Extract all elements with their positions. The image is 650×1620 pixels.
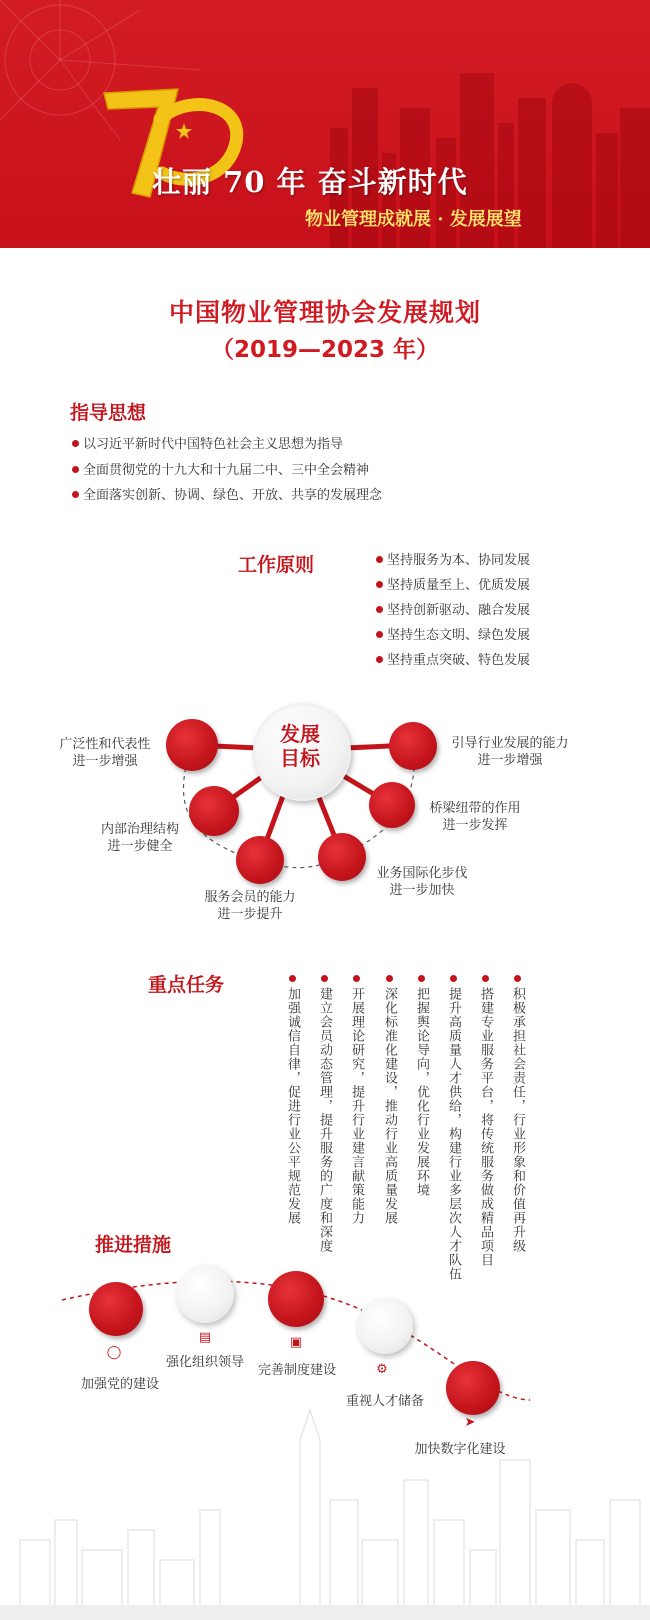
bullet-dot-icon bbox=[376, 581, 383, 588]
skyline-building bbox=[596, 133, 618, 248]
guiding-item: 以习近平新时代中国特色社会主义思想为指导 bbox=[72, 433, 343, 452]
lightbulb-icon: ◯ bbox=[106, 1345, 122, 1360]
measure-label: 加强党的建设 bbox=[80, 1377, 159, 1392]
guiding-heading: 指导思想 bbox=[70, 402, 147, 424]
principles-heading: 工作原则 bbox=[238, 554, 315, 576]
goal-label: 内部治理结构 进一步健全 bbox=[100, 822, 179, 854]
task-item: 提升高质量人才供给，构建行业多层次人才队伍 bbox=[445, 975, 461, 1281]
goal-label: 服务会员的能力 进一步提升 bbox=[204, 890, 296, 922]
task-item: 搭建专业服务平台，将传统服务做成精品项目 bbox=[477, 975, 493, 1267]
goal-label: 业务国际化步伐 进一步加快 bbox=[376, 866, 468, 898]
goal-center-label: 发展 目标 bbox=[280, 722, 320, 770]
task-item: 加强诚信自律，促进行业公平规范发展 bbox=[284, 975, 300, 1225]
measure-node bbox=[357, 1298, 413, 1354]
task-item: 积极承担社会责任，行业形象和价值再升级 bbox=[509, 975, 525, 1253]
measures-heading: 推进措施 bbox=[95, 1234, 172, 1256]
measure-label: 加快数字化建设 bbox=[414, 1442, 506, 1457]
principle-item: 坚持服务为本、协同发展 bbox=[376, 549, 530, 568]
bullet-dot-icon bbox=[289, 975, 296, 982]
goal-label: 引导行业发展的能力 进一步增强 bbox=[451, 736, 569, 768]
bullet-dot-icon bbox=[386, 975, 393, 982]
inbox-icon: ▣ bbox=[289, 1335, 303, 1350]
bullet-dot-icon bbox=[450, 975, 457, 982]
bullet-dot-icon bbox=[482, 975, 489, 982]
measure-node bbox=[446, 1361, 500, 1415]
skyline-building bbox=[518, 98, 546, 248]
measure-label: 强化组织领导 bbox=[165, 1355, 244, 1370]
principle-item: 坚持质量至上、优质发展 bbox=[376, 574, 530, 593]
bullet-dot-icon bbox=[418, 975, 425, 982]
principle-item: 坚持生态文明、绿色发展 bbox=[376, 624, 530, 643]
goal-label: 桥梁纽带的作用 进一步发挥 bbox=[429, 801, 521, 833]
skyline-building bbox=[552, 83, 592, 248]
bullet-dot-icon bbox=[514, 975, 521, 982]
goal-node bbox=[166, 719, 218, 771]
task-item: 开展理论研究，提升行业建言献策能力 bbox=[348, 975, 364, 1225]
bullet-dot-icon bbox=[321, 975, 328, 982]
principle-item: 坚持创新驱动、融合发展 bbox=[376, 599, 530, 618]
measure-node bbox=[176, 1265, 234, 1323]
page-title: 中国物业管理协会发展规划 bbox=[168, 298, 481, 327]
guiding-item: 全面贯彻党的十九大和十九届二中、三中全会精神 bbox=[72, 459, 369, 478]
bottom-skyline-decoration bbox=[0, 1400, 650, 1620]
measure-node bbox=[268, 1271, 324, 1327]
bullet-dot-icon bbox=[72, 491, 79, 498]
goal-label: 广泛性和代表性 进一步增强 bbox=[59, 737, 151, 769]
measures-path-line bbox=[0, 1260, 650, 1420]
bullet-dot-icon bbox=[376, 656, 383, 663]
task-item: 建立会员动态管理，提升服务的广度和深度 bbox=[316, 975, 332, 1253]
rocket-icon: ➤ bbox=[464, 1415, 476, 1430]
gear-icon: ⚙ bbox=[376, 1362, 388, 1377]
measure-label: 完善制度建设 bbox=[257, 1363, 336, 1378]
principle-item: 坚持重点突破、特色发展 bbox=[376, 649, 530, 668]
bullet-dot-icon bbox=[376, 556, 383, 563]
guiding-item: 全面落实创新、协调、绿色、开放、共享的发展理念 bbox=[72, 484, 382, 503]
bullet-dot-icon bbox=[72, 440, 79, 447]
goal-node bbox=[369, 782, 415, 828]
banner-title: 壮丽 70 年 奋斗新时代 bbox=[152, 165, 468, 199]
goal-node bbox=[189, 786, 239, 836]
bullet-dot-icon bbox=[376, 606, 383, 613]
bullet-dot-icon bbox=[353, 975, 360, 982]
task-item: 把握舆论导向，优化行业发展环境 bbox=[413, 975, 429, 1197]
skyline-building bbox=[620, 108, 650, 248]
goal-node bbox=[318, 833, 366, 881]
measure-label: 重视人才储备 bbox=[345, 1394, 424, 1409]
document-icon: ▤ bbox=[198, 1330, 212, 1345]
goal-node bbox=[389, 722, 437, 770]
bullet-dot-icon bbox=[376, 631, 383, 638]
page-title-years: （2019—2023 年） bbox=[210, 337, 440, 363]
bullet-dot-icon bbox=[72, 466, 79, 473]
task-item: 深化标准化建设，推动行业高质量发展 bbox=[381, 975, 397, 1225]
measure-node bbox=[89, 1282, 143, 1336]
tasks-heading: 重点任务 bbox=[148, 974, 225, 996]
goal-node bbox=[236, 836, 284, 884]
banner-subtitle: 物业管理成就展 · 发展展望 bbox=[305, 209, 522, 230]
